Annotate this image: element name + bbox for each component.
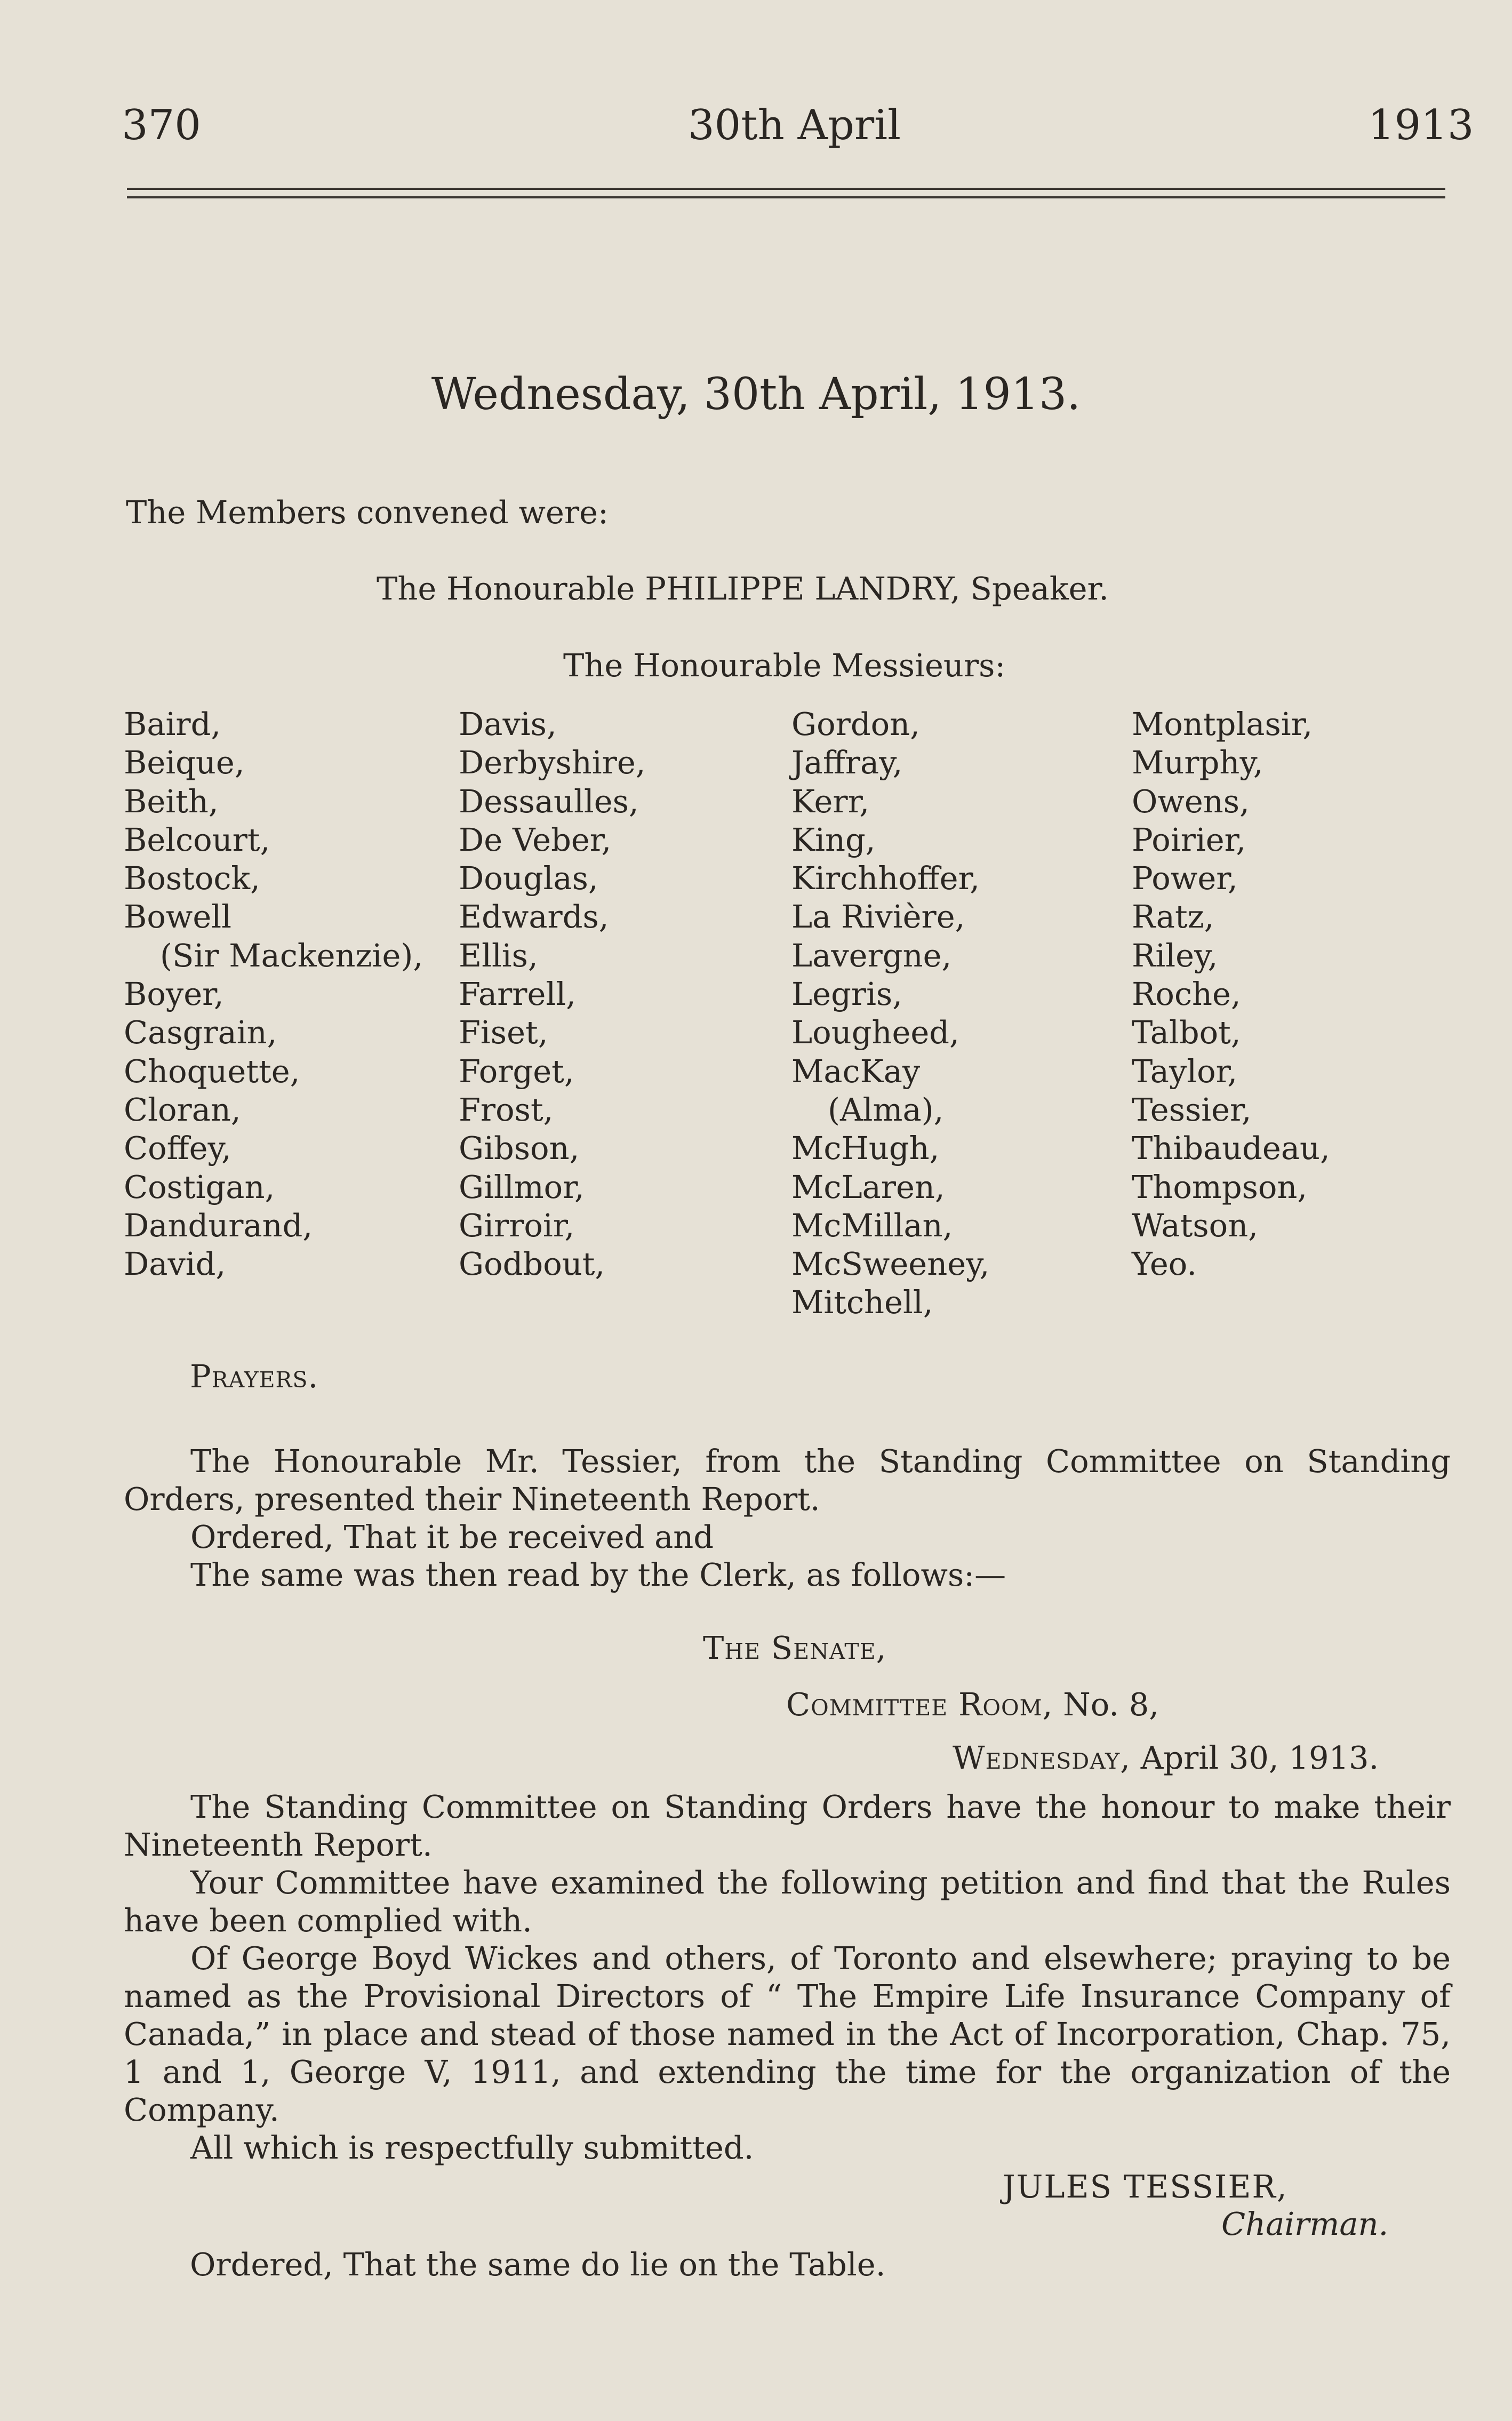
closing-order: Ordered, That the same do lie on the Table. xyxy=(190,2246,886,2283)
member-name: Douglas, xyxy=(459,860,598,897)
member-name: Baird, xyxy=(124,706,221,742)
member-name: McLaren, xyxy=(791,1168,945,1205)
letterhead-senate: The Senate, xyxy=(703,1629,887,1666)
member-name: Dandurand, xyxy=(124,1206,313,1244)
member-name: Owens, xyxy=(1132,782,1250,820)
members-column-2 xyxy=(459,705,646,1283)
member-name: (Sir Mackenzie), xyxy=(160,937,423,974)
members-column-3 xyxy=(791,705,989,1322)
member-name: Kirchhoffer, xyxy=(791,860,980,897)
member-name: Thompson, xyxy=(1132,1168,1308,1205)
letterhead-date xyxy=(953,1739,1379,1777)
member-name: Ratz, xyxy=(1132,898,1214,936)
member-name: Roche, xyxy=(1132,976,1241,1013)
member-name: Lavergne, xyxy=(791,937,952,974)
header-year: 1913 xyxy=(1368,101,1474,149)
member-name: Edwards, xyxy=(459,898,609,936)
member-name: McSweeney, xyxy=(791,1245,990,1283)
member-name: Beith, xyxy=(124,782,219,820)
member-name: Dessaulles, xyxy=(459,782,639,820)
member-name: Gordon, xyxy=(791,706,920,742)
ordered-received-line: Ordered, That it be received and xyxy=(190,1519,714,1555)
header-rule-top xyxy=(127,188,1445,190)
member-name: Girroir, xyxy=(459,1206,575,1244)
member-name: Beique, xyxy=(124,744,245,781)
letterhead-weekday: Wednesday, xyxy=(953,1739,1131,1776)
report-paragraph-2: Your Committee have examined the following petition and find that the Rules have been complied with. xyxy=(124,1864,1451,1939)
member-name: Gillmor, xyxy=(459,1168,585,1205)
signature-name: JULES TESSIER, xyxy=(1003,2168,1288,2205)
member-name: Poirier, xyxy=(1132,821,1246,858)
header-date: 30th April xyxy=(688,101,901,149)
member-name: King, xyxy=(791,821,876,858)
header-rule-bottom xyxy=(127,196,1445,198)
page-title: Wednesday, 30th April, 1913. xyxy=(431,369,1081,420)
messieurs-line: The Honourable Messieurs: xyxy=(563,647,1006,684)
member-name: Davis, xyxy=(459,706,557,742)
member-name: Bostock, xyxy=(124,860,260,897)
member-name: Forget, xyxy=(459,1052,574,1090)
member-name: La Rivière, xyxy=(791,898,965,936)
member-name: McHugh, xyxy=(791,1130,940,1167)
room-label: Committee Room, xyxy=(786,1686,1053,1723)
member-name: Belcourt, xyxy=(124,821,270,858)
report-paragraph-1: The Standing Committee on Standing Orders have the honour to make their Nineteenth Report. xyxy=(124,1788,1451,1863)
member-name: Tessier, xyxy=(1132,1091,1252,1128)
member-name: MacKay xyxy=(791,1052,921,1090)
member-name: Choquette, xyxy=(124,1052,300,1090)
member-name: Legris, xyxy=(791,976,902,1013)
members-intro: The Members convened were: xyxy=(126,494,609,531)
member-name: Frost, xyxy=(459,1091,554,1128)
member-name: Bowell xyxy=(124,898,232,936)
member-name: Fiset, xyxy=(459,1014,548,1051)
members-column-1 xyxy=(124,705,423,1283)
member-name: Mitchell, xyxy=(791,1284,933,1321)
member-name: Gibson, xyxy=(459,1130,580,1167)
member-name: David, xyxy=(124,1245,226,1283)
member-name: Cloran, xyxy=(124,1091,241,1128)
page-number: 370 xyxy=(122,101,201,149)
member-name: Riley, xyxy=(1132,937,1218,974)
report-intro-line: The Honourable Mr. Tessier, from the Standing Committee on Standing Orders, presented their Nineteenth Report. xyxy=(124,1443,1451,1517)
member-name: Boyer, xyxy=(124,976,224,1013)
speaker-line: The Honourable PHILIPPE LANDRY, Speaker. xyxy=(377,570,1109,607)
letterhead-room xyxy=(786,1685,1159,1724)
member-name: Kerr, xyxy=(791,782,870,820)
signature-title: Chairman. xyxy=(1221,2206,1389,2242)
member-name: Coffey, xyxy=(124,1130,231,1167)
member-name: De Veber, xyxy=(459,821,612,858)
report-paragraph-4: All which is respectfully submitted. xyxy=(190,2129,754,2166)
member-name: (Alma), xyxy=(828,1091,944,1128)
member-name: McMillan, xyxy=(791,1206,953,1244)
member-name: Farrell, xyxy=(459,976,576,1013)
report-body xyxy=(124,1788,1451,2167)
member-name: Montplasir, xyxy=(1132,706,1313,742)
report-intro-paragraph xyxy=(124,1442,1451,1594)
member-name: Yeo. xyxy=(1132,1245,1197,1283)
member-name: Thibaudeau, xyxy=(1132,1130,1330,1167)
member-name: Costigan, xyxy=(124,1168,275,1205)
member-name: Power, xyxy=(1132,860,1238,897)
report-paragraph-3: Of George Boyd Wickes and others, of Toronto and elsewhere; praying to be named as the Provisional Directors of “ The Empire Life Insurance Company of Canada,” in place and stead of those named in the Act of Incorporation, Chap. 75, 1 and 1, George V, 1911, and extending the time for the organization of the Company. xyxy=(124,1940,1451,2128)
member-name: Watson, xyxy=(1132,1206,1258,1244)
member-name: Talbot, xyxy=(1132,1014,1241,1051)
member-name: Derbyshire, xyxy=(459,744,646,781)
member-name: Murphy, xyxy=(1132,744,1263,781)
members-column-4 xyxy=(1132,705,1330,1283)
member-name: Jaffray, xyxy=(791,744,903,781)
member-name: Lougheed, xyxy=(791,1014,959,1051)
read-by-clerk-line: The same was then read by the Clerk, as follows:— xyxy=(190,1556,1006,1593)
letterhead-date-rest: April 30, 1913. xyxy=(1140,1739,1379,1776)
prayers-heading: Prayers. xyxy=(190,1358,319,1395)
member-name: Taylor, xyxy=(1132,1052,1238,1090)
member-name: Godbout, xyxy=(459,1245,605,1283)
member-name: Ellis, xyxy=(459,937,538,974)
room-number: No. 8, xyxy=(1063,1686,1159,1723)
member-name: Casgrain, xyxy=(124,1014,277,1051)
